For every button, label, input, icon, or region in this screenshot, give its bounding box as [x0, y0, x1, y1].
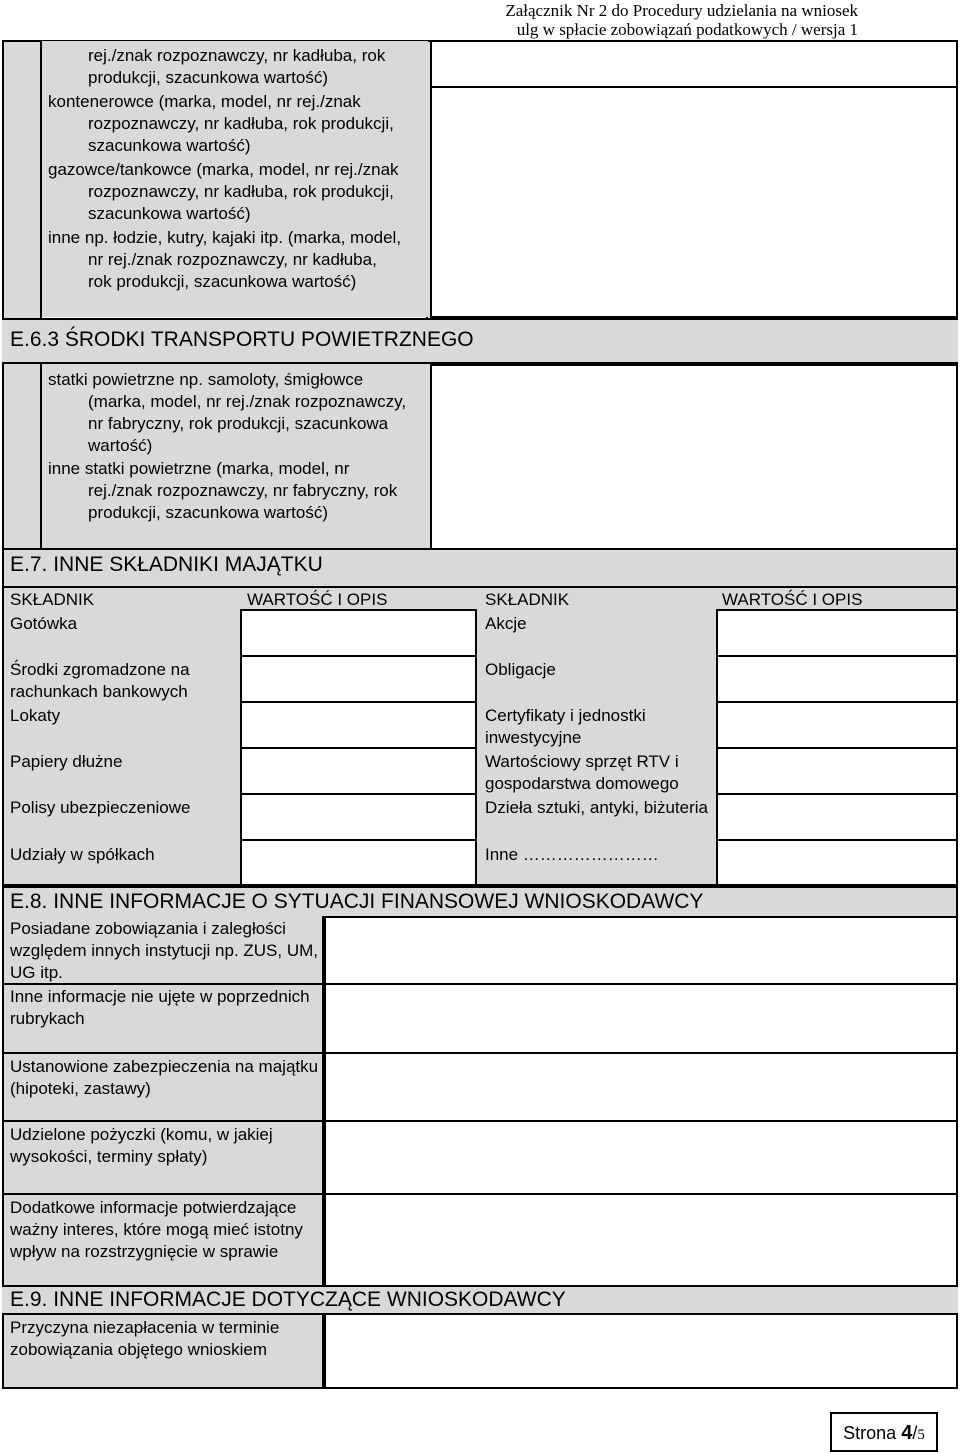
e7-right-label-4: Dzieła sztuki, antyki, biżuteria [485, 798, 708, 817]
e8-value-0[interactable] [324, 916, 958, 985]
e7-right-label-3: Wartościowy sprzęt RTV i gospodarstwa domowego [485, 752, 679, 793]
e7-right-label-2: Certyfikaty i jednostki inwestycyjne [485, 706, 646, 747]
e6-3-labels [42, 364, 428, 548]
e6-2-item-3: inne np. łodzie, kutry, kajaki itp. (marka, model, nr rej./znak rozpoznawczy, nr kadłuba, rok produkcji, szacunkowa wartość) [48, 228, 402, 291]
e8-value-1[interactable] [324, 983, 958, 1054]
e8-label-2: Ustanowione zabezpieczenia na majątku (hipoteki, zastawy) [10, 1057, 319, 1098]
e7-left-value-3[interactable] [240, 747, 477, 795]
e7-right-value-1[interactable] [716, 655, 958, 703]
e7-left-value-4[interactable] [240, 793, 477, 841]
e8-value-4[interactable] [324, 1193, 958, 1287]
e7-left-label-4: Polisy ubezpieczeniowe [10, 798, 191, 817]
e7-col-header-component-right: SKŁADNIK [485, 590, 570, 609]
e7-right-label-5: Inne …………………… [485, 845, 659, 864]
e7-col-header-value-right: WARTOŚĆ I OPIS [722, 590, 863, 609]
e6-2-item-1: kontenerowce (marka, model, nr rej./znak rozpoznawczy, nr kadłuba, rok produkcji, szacunkowa wartość) [48, 92, 394, 155]
e6-3-heading: E.6.3 ŚRODKI TRANSPORTU POWIETRZNEGO [10, 328, 474, 351]
page-label: Strona [843, 1423, 902, 1443]
e7-left-value-5[interactable] [240, 839, 477, 886]
e7-left-label-1: Środki zgromadzone na rachunkach bankowych [10, 660, 190, 701]
e9-label-0: Przyczyna niezapłacenia w terminie zobowiązania objętego wnioskiem [10, 1318, 280, 1359]
document-header [420, 1, 858, 39]
e7-col-header-component-left: SKŁADNIK [10, 590, 95, 609]
e7-right-value-4[interactable] [716, 793, 958, 841]
page-number-box [830, 1412, 938, 1452]
e7-right-value-2[interactable] [716, 701, 958, 749]
e7-left-label-5: Udziały w spółkach [10, 845, 155, 864]
header-line-2: ulg w spłacie zobowiązań podatkowych / wersja 1 [516, 20, 858, 39]
e7-left-label-2: Lokaty [10, 706, 61, 725]
e8-label-3: Udzielone pożyczki (komu, w jakiej wysokości, terminy spłaty) [10, 1125, 273, 1166]
e6-2-row-divider-1 [430, 86, 958, 88]
e6-2-item-0: rej./znak rozpoznawczy, nr kadłuba, rok produkcji, szacunkowa wartość) [88, 46, 386, 87]
e8-row-sep-3 [2, 1193, 324, 1195]
e8-label-1: Inne informacje nie ujęte w poprzednich rubrykach [10, 987, 310, 1028]
e6-3-item-1: inne statki powietrzne (marka, model, nr rej./znak rozpoznawczy, nr fabryczny, rok produkcji, szacunkowa wartość) [48, 459, 398, 522]
e9-value-0[interactable] [324, 1313, 958, 1389]
e8-label-0: Posiadane zobowiązania i zaległości względem innych instytucji np. ZUS, UM, UG itp. [10, 919, 318, 982]
e8-row-sep-1 [2, 1052, 324, 1054]
e8-label-4: Dodatkowe informacje potwierdzające ważny interes, które mogą mieć istotny wpływ na rozstrzygnięcie w sprawie [10, 1198, 303, 1261]
e7-right-label-0: Akcje [485, 614, 527, 633]
page-separator: / [912, 1423, 918, 1443]
e7-right-value-5[interactable] [716, 839, 958, 886]
e6-2-value-box[interactable] [430, 40, 958, 318]
e7-left-value-0[interactable] [240, 609, 477, 657]
page-total: 5 [917, 1427, 925, 1443]
e7-right-value-0[interactable] [716, 609, 958, 657]
e7-heading: E.7. INNE SKŁADNIKI MAJĄTKU [10, 553, 323, 576]
e6-3-value-box[interactable] [430, 364, 958, 550]
e7-left-label-0: Gotówka [10, 614, 78, 633]
e8-row-sep-0 [2, 983, 324, 985]
e6-2-item-2: gazowce/tankowce (marka, model, nr rej./znak rozpoznawczy, nr kadłuba, rok produkcji, szacunkowa wartość) [48, 160, 399, 223]
e8-row-sep-2 [2, 1120, 324, 1122]
page-current: 4 [901, 1422, 913, 1444]
e6-2-labels [42, 41, 428, 317]
e7-left-value-1[interactable] [240, 655, 477, 703]
e7-left-label-3: Papiery dłużne [10, 752, 123, 771]
e8-value-2[interactable] [324, 1052, 958, 1122]
e7-right-label-1: Obligacje [485, 660, 556, 679]
e7-right-value-3[interactable] [716, 747, 958, 795]
e8-value-3[interactable] [324, 1120, 958, 1195]
e7-left-value-2[interactable] [240, 701, 477, 749]
e7-col-header-value-left: WARTOŚĆ I OPIS [247, 590, 388, 609]
e9-heading: E.9. INNE INFORMACJE DOTYCZĄCE WNIOSKODAWCY [10, 1288, 566, 1311]
e6-3-item-0: statki powietrzne np. samoloty, śmigłowce (marka, model, nr rej./znak rozpoznawczy, nr fabryczny, rok produkcji, szacunkowa wartość) [48, 370, 407, 455]
header-line-1: Załącznik Nr 2 do Procedury udzielania na wniosek [505, 1, 858, 20]
e8-heading: E.8. INNE INFORMACJE O SYTUACJI FINANSOWEJ WNIOSKODAWCY [10, 890, 704, 913]
